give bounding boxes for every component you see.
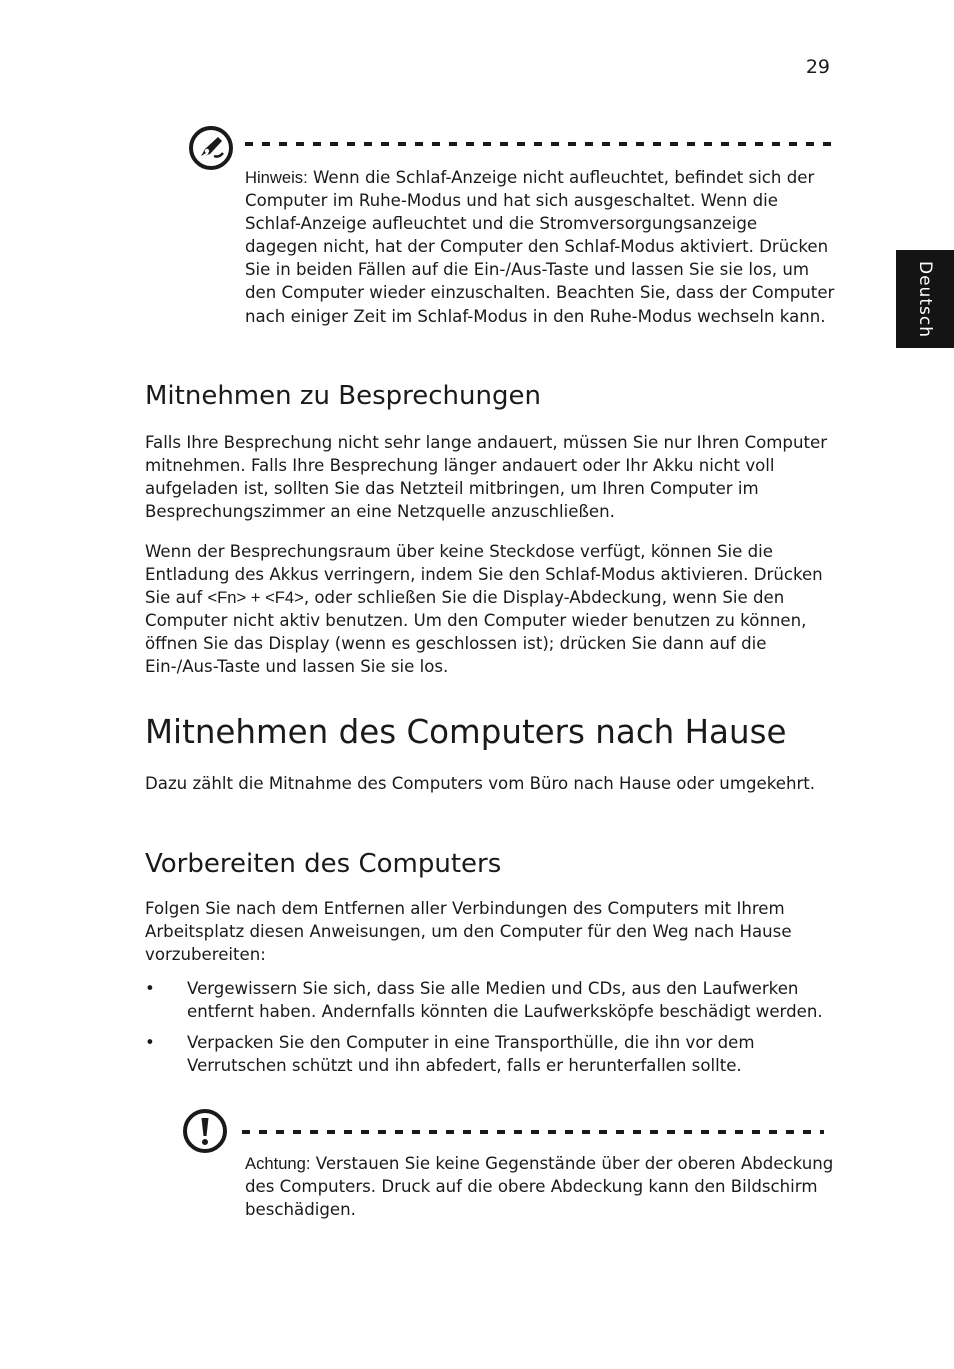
warning-label: Achtung: <box>245 1154 311 1173</box>
paragraph-home-intro: Dazu zählt die Mitnahme des Computers vom Büro nach Hause oder umgekehrt. <box>145 774 816 793</box>
exclamation-warning-icon <box>182 1108 228 1154</box>
side-tab-label: Deutsch <box>915 260 935 338</box>
bullet-symbol: • <box>145 1033 155 1053</box>
paragraph-text: Wenn der Besprechungsraum über keine Steckdose verfügt, können Sie die Entladung des Akkus verringern, indem Sie den Schlaf-Modus aktivieren. Drücken Sie auf <box>145 542 823 608</box>
list-item-text: Verpacken Sie den Computer in eine Transporthülle, die ihn vor dem Verrutschen schützt und ihn abfedert, falls er herunterfallen sollte. <box>187 1033 755 1076</box>
note-hinweis <box>245 166 835 328</box>
warning-divider <box>242 1130 824 1134</box>
pen-note-icon <box>188 125 234 171</box>
page-number: 29 <box>805 56 830 78</box>
list-item-text: Vergewissern Sie sich, dass Sie alle Medien und CDs, aus den Laufwerken entfernt haben. Andernfalls könnten die Laufwerksköpfe beschädigt werden. <box>187 979 823 1022</box>
chapter-heading-home: Mitnehmen des Computers nach Hause <box>145 713 787 751</box>
list-item <box>145 1031 835 1077</box>
warning-body: Verstauen Sie keine Gegenstände über der oberen Abdeckung des Computers. Druck auf die obere Abdeckung kann den Bildschirm beschädigen. <box>245 1154 834 1220</box>
section-heading-prepare: Vorbereiten des Computers <box>145 849 502 879</box>
bullet-symbol: • <box>145 979 155 998</box>
list-item <box>145 977 835 1023</box>
section-heading-meetings: Mitnehmen zu Besprechungen <box>145 381 541 411</box>
paragraph-meetings-2 <box>145 540 835 679</box>
note-divider <box>245 142 833 146</box>
language-side-tab <box>896 250 954 348</box>
note-body: Wenn die Schlaf-Anzeige nicht aufleuchtet, befindet sich der Computer im Ruhe-Modus und hat sich ausgeschaltet. Wenn die Schlaf-Anzeige aufleuchtet und die Stromversorgungsanzeige dagegen nicht, hat der Computer den Schlaf-Modus aktiviert. Drücken Sie in beiden Fällen auf die Ein-/Aus-Taste und lassen Sie sie los, um den Computer wieder einzuschalten. Beachten Sie, dass der Computer nach einiger Zeit im Schlaf-Modus in den Ruhe-Modus wechseln kann. <box>245 168 835 326</box>
note-label: Hinweis: <box>245 168 308 187</box>
paragraph-text: , oder schließen Sie die Display-Abdeckung, wenn Sie den Computer nicht aktiv benutzen. Um den Computer wieder benutzen zu können, öffnen Sie das Display (wenn es geschlossen ist); drücken Sie dann auf die Ein-/Aus-Taste und lassen Sie sie los. <box>145 588 807 677</box>
paragraph-meetings-1: Falls Ihre Besprechung nicht sehr lange andauert, müssen Sie nur Ihren Computer mitnehmen. Falls Ihre Besprechung länger andauert oder Ihr Akku nicht voll aufgeladen ist, sollten Sie das Netzteil mitbringen, um Ihren Computer im Besprechungszimmer an eine Netzquelle anzuschließen. <box>145 433 828 522</box>
paragraph-prepare-intro: Folgen Sie nach dem Entfernen aller Verbindungen des Computers mit Ihrem Arbeitsplatz diesen Anweisungen, um den Computer für den Weg nach Hause vorzubereiten: <box>145 899 792 965</box>
note-achtung <box>245 1152 835 1221</box>
bullet-list <box>145 977 835 1085</box>
key-combination: <Fn> + <F4> <box>207 588 304 608</box>
